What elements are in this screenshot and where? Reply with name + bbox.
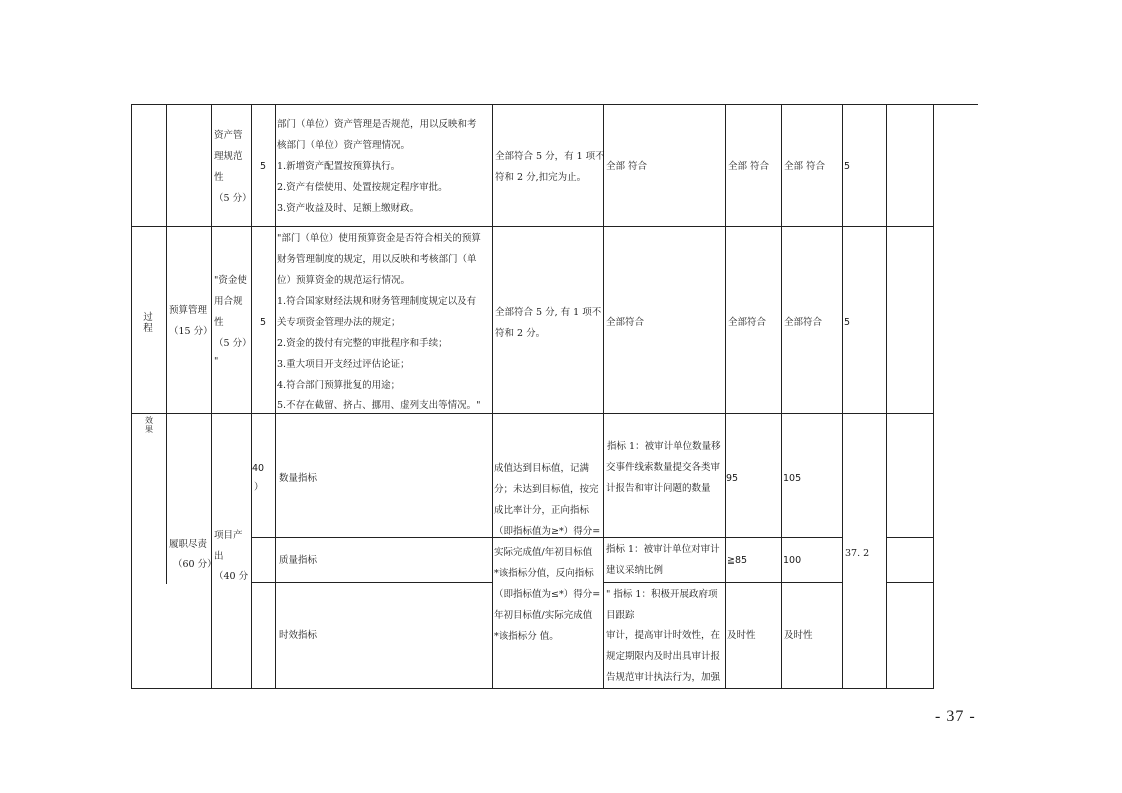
row1-score: 5 [844, 161, 851, 172]
sub-actual: 105 [783, 473, 802, 484]
row2-value: 全部符合 [728, 317, 767, 328]
row1-actual: 全部 符合 [784, 161, 826, 172]
sub-actual: 及时性 [784, 630, 813, 641]
row1-value: 全部 符合 [728, 161, 770, 172]
row2-weight: 5 [260, 317, 267, 328]
page-number: - 37 - [935, 708, 976, 725]
row3-total-score: 37. 2 [845, 548, 870, 559]
sub-name: 数量指标 [279, 473, 318, 484]
sub-name: 质量指标 [279, 555, 318, 566]
row2-actual: 全部符合 [784, 317, 823, 328]
row2-target: 全部符合 [606, 317, 645, 328]
row1-target: 全部 符合 [606, 161, 648, 172]
sub-actual: 100 [783, 555, 802, 566]
sub-name: 时效指标 [279, 630, 318, 641]
sub-target: 及时性 [727, 630, 756, 641]
sub-target: ≧85 [727, 555, 748, 566]
row1-weight: 5 [260, 161, 267, 172]
row2-score: 5 [844, 317, 851, 328]
sub-target: 95 [726, 473, 739, 484]
